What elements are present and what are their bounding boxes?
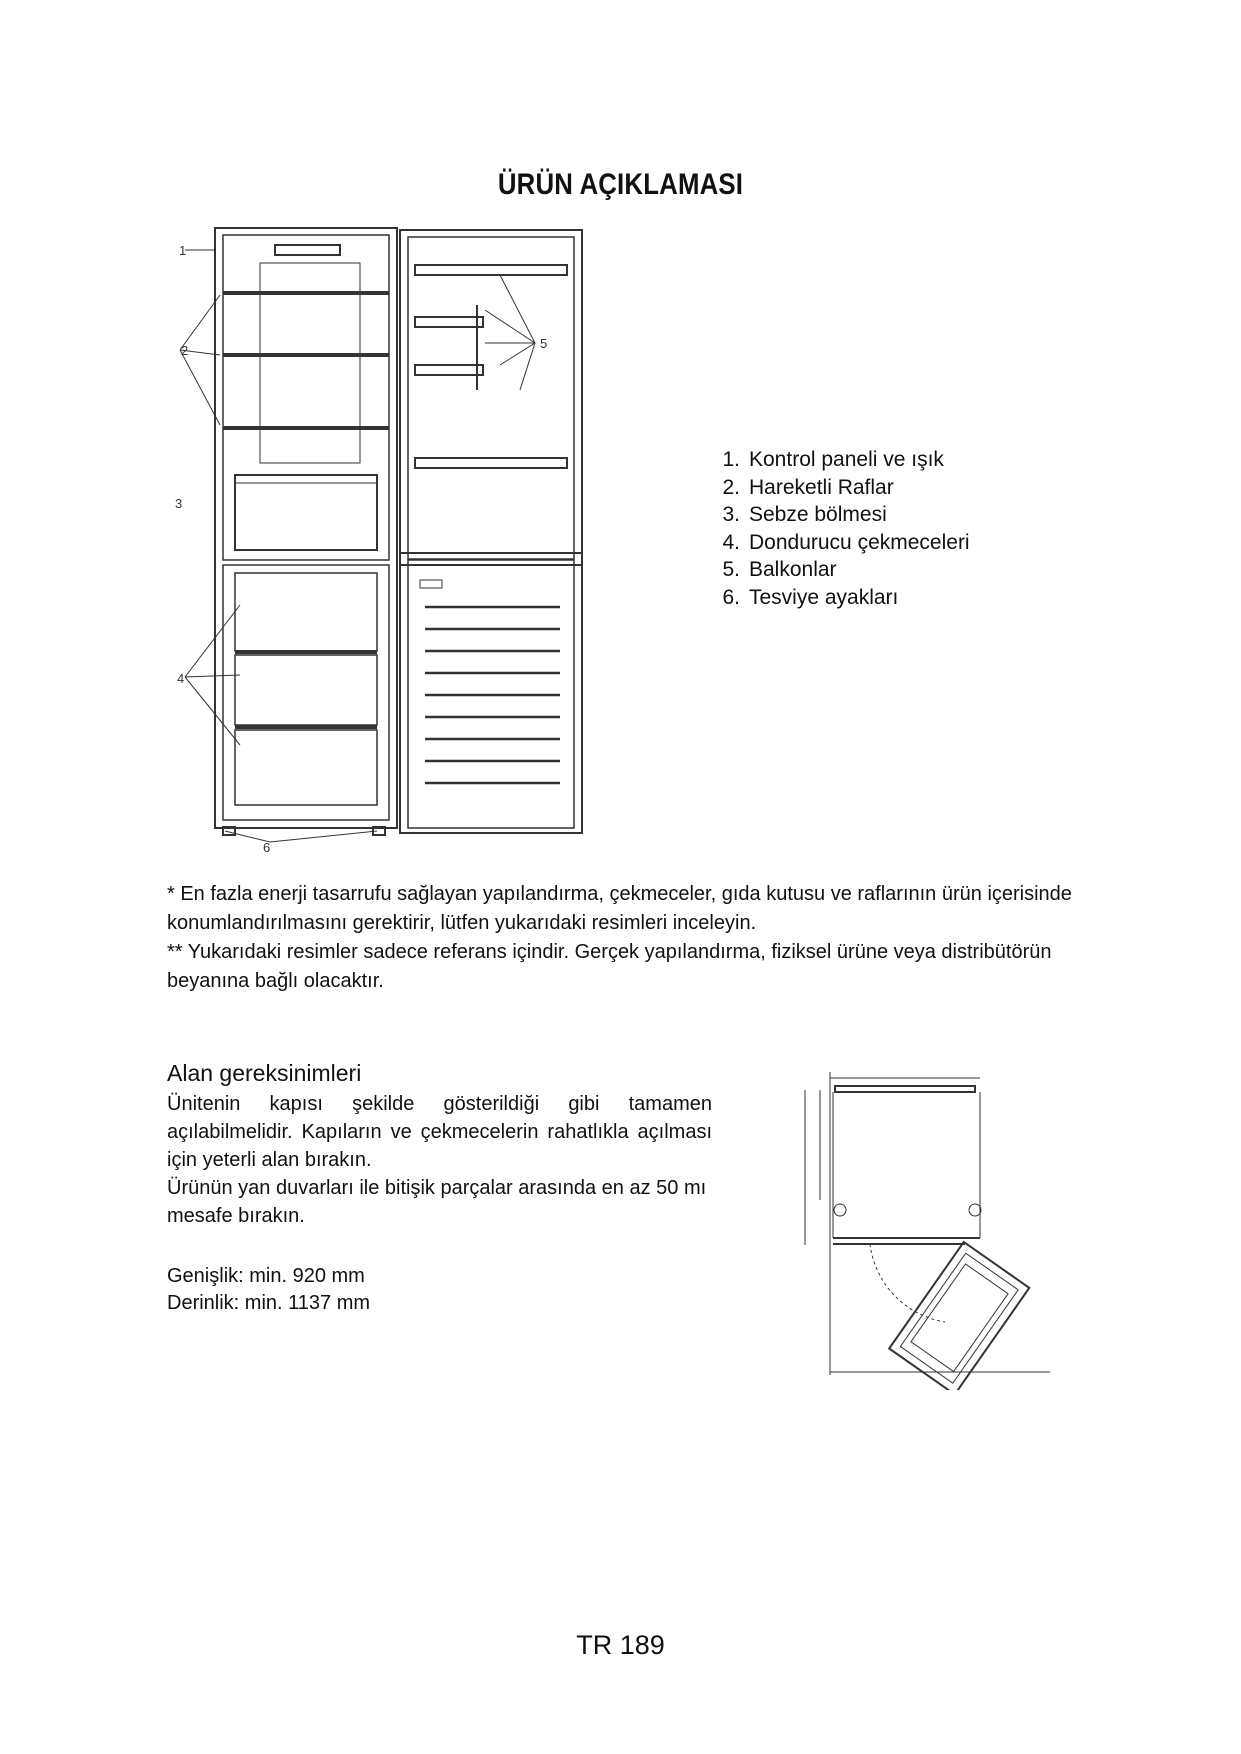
legend-item: 1. Kontrol paneli ve ışık [722, 448, 944, 471]
legend-item: 2. Hareketli Raflar [722, 475, 894, 499]
callout-2: 2 [181, 343, 189, 358]
legend-item: 6. Tesviye ayakları [722, 585, 899, 609]
page-title: ÜRÜN AÇIKLAMASI [497, 168, 744, 201]
page-number: TR 189 [576, 1630, 665, 1660]
callout-6: 6 [263, 840, 271, 855]
callout-3: 3 [175, 496, 183, 511]
callout-4: 4 [177, 671, 185, 686]
legend-item: 4. Dondurucu çekmeceleri [722, 530, 970, 554]
legend-item: 3. Sebze bölmesi [722, 503, 887, 526]
space-paragraph-2: Ürünün yan duvarları ile bitişik parçalar arasında en az 50 mı mesafe bırakın. [167, 1177, 707, 1227]
callout-1: 1 [179, 243, 187, 258]
parts-legend [707, 446, 970, 611]
min-width: Genişlik: min. 920 mm [167, 1265, 365, 1287]
note-reference: ** Yukarıdaki resimler sadece referans içindir. Gerçek yapılandırma, fiziksel ürüne veya distribütörün beyanına bağlı olacaktır. [167, 941, 1052, 992]
fridge-diagram [165, 215, 595, 855]
legend-item: 5. Balkonlar [722, 558, 837, 581]
min-depth: Derinlik: min. 1137 mm [167, 1292, 371, 1314]
space-paragraph-1: Ünitenin kapısı şekilde gösterildiği gibi tamamen açılabilmelidir. Kapıların ve çekmecelerin rahatlıkla açılması için yeterli alan bırakın. [167, 1093, 712, 1171]
note-energy: * En fazla enerji tasarrufu sağlayan yapılandırma, çekmeceler, gıda kutusu ve raflarının ürün içerisinde konumlandırılmasını gerektirir, lütfen yukarıdaki resimleri inceleyin. [167, 883, 1072, 934]
section-heading: Alan gereksinimleri [167, 1060, 362, 1086]
callout-5: 5 [540, 336, 548, 351]
clearance-diagram [775, 1060, 1075, 1390]
